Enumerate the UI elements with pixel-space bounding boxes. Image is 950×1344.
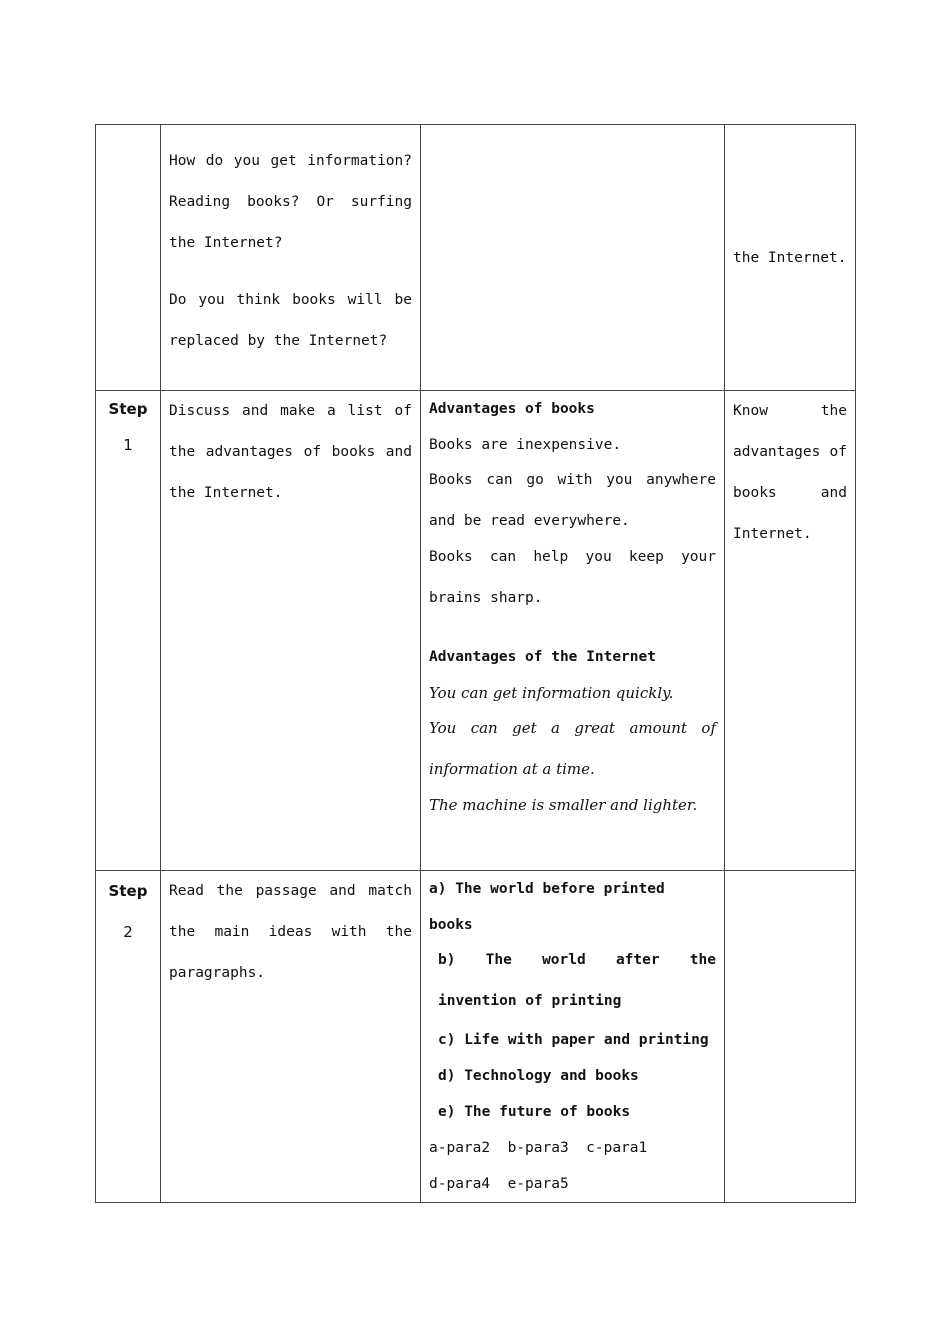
main-idea-item: d) Technology and books bbox=[438, 1068, 639, 1084]
step-number: 2 bbox=[123, 923, 133, 941]
question-text-2: Do you think books will be replaced by the Internet? bbox=[169, 292, 412, 349]
table-row-step-2 bbox=[96, 871, 856, 1203]
main-idea-item: a) The world before printed books bbox=[429, 881, 665, 933]
books-item: Books can help you keep your brains sharp. bbox=[429, 549, 716, 606]
step-label: Step bbox=[108, 882, 148, 900]
activity-text: Read the passage and match the main ideas with the paragraphs. bbox=[169, 883, 412, 981]
step-number: 1 bbox=[123, 436, 133, 454]
internet-item: The machine is smaller and lighter. bbox=[429, 796, 698, 814]
lesson-plan-table bbox=[95, 124, 856, 1203]
internet-heading: Advantages of the Internet bbox=[429, 649, 656, 665]
activity-cell bbox=[161, 125, 421, 391]
main-idea-item: e) The future of books bbox=[438, 1104, 631, 1120]
step-cell bbox=[96, 871, 161, 1203]
purpose-text: the Internet. bbox=[733, 249, 847, 266]
question-text-1: How do you get information? Reading books? Or surfing the Internet? bbox=[169, 153, 412, 251]
main-idea-item: c) Life with paper and printing bbox=[438, 1032, 709, 1048]
activity-cell bbox=[161, 871, 421, 1203]
purpose-cell-empty bbox=[725, 871, 856, 1203]
table-row-step-1 bbox=[96, 391, 856, 871]
content-cell bbox=[421, 391, 725, 871]
activity-cell bbox=[161, 391, 421, 871]
internet-item: You can get information quickly. bbox=[429, 684, 674, 702]
purpose-cell bbox=[725, 391, 856, 871]
main-idea-item: b) The world after the invention of printing bbox=[438, 952, 716, 1009]
books-heading: Advantages of books bbox=[429, 401, 595, 417]
table-row-lead-in bbox=[96, 125, 856, 391]
content-cell bbox=[421, 871, 725, 1203]
match-answers: d-para4 e-para5 bbox=[429, 1176, 569, 1192]
books-item: Books can go with you anywhere and be read everywhere. bbox=[429, 472, 716, 529]
activity-text: Discuss and make a list of the advantages of books and the Internet. bbox=[169, 403, 412, 501]
step-cell-empty bbox=[96, 125, 161, 391]
internet-item: You can get a great amount of information at a time. bbox=[429, 719, 716, 778]
purpose-text: Know the advantages of books and Internet. bbox=[733, 403, 847, 542]
purpose-cell bbox=[725, 125, 856, 391]
books-item: Books are inexpensive. bbox=[429, 437, 622, 453]
match-answers: a-para2 b-para3 c-para1 bbox=[429, 1140, 648, 1156]
content-cell-empty bbox=[421, 125, 725, 391]
step-label: Step bbox=[108, 400, 148, 418]
step-cell bbox=[96, 391, 161, 871]
